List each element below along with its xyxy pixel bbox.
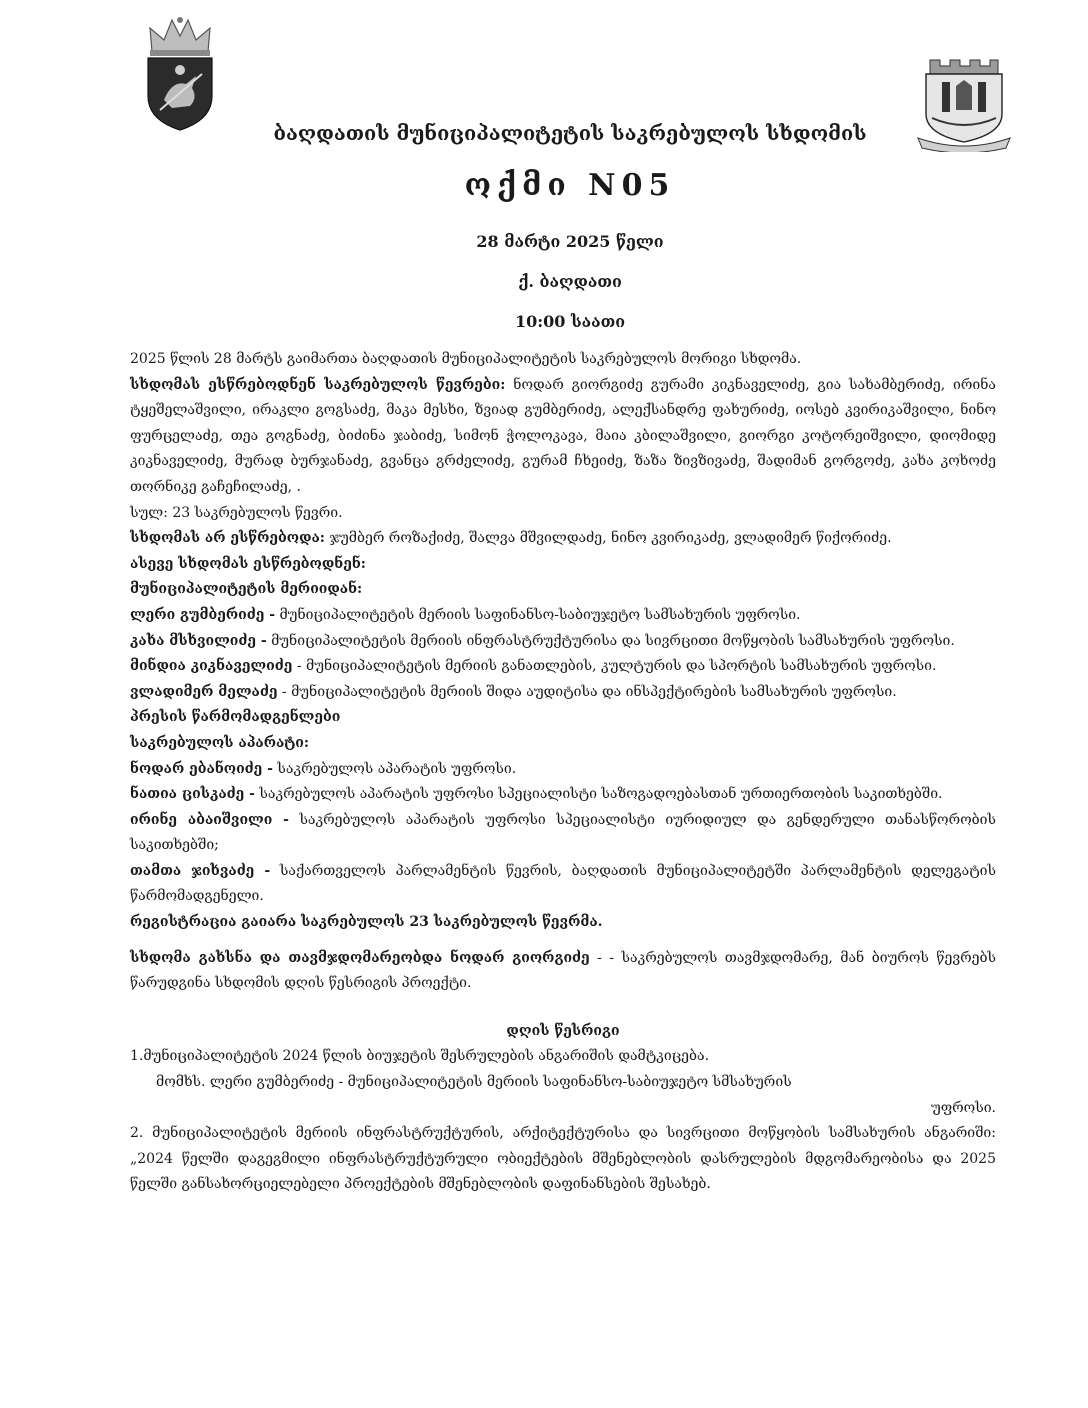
agenda-item-1-speaker-end: უფროსი. [930,1099,996,1116]
apparatus-member [130,757,996,783]
member-name: თამთა ჯიხვაძე - [130,862,271,879]
member-name: ნათია ცისკაძე - [130,786,255,803]
mayor-office-member [130,654,996,680]
registration-line: რეგისტრაცია გაიარა საკრებულოს 23 საკრებულოს წევრმა. [130,914,603,931]
document-title: ბაღდათის მუნიციპალიტეტის საკრებულოს სხდომის [273,121,867,145]
member-role: საკრებულოს აპარატის უფროსი სპეციალისტი საზოგადოებასთან ურთიერთობის საკითხებში. [259,786,943,803]
protocol-body [130,347,996,1198]
agenda-title: დღის წესრიგი [506,1022,620,1039]
member-name: კახა მსხვილიძე - [130,632,267,649]
apparatus-member [130,808,996,859]
press-label: პრესის წარმომადგენლები [130,709,341,726]
attendees-total: სულ: 23 საკრებულოს წევრი. [130,504,343,521]
agenda-item-2: 2. მუნიციპალიტეტის მერიის ინფრასტრუქტურის, არქიტექტურისა და სივრცითი მოწყობის სამსახურის ანგარიში: „2024 წელში დაგეგმილი ინფრასტრუქტურული ობიექტების მშენებლობის დასრულების მდგომარეობისა და 2025 წელში განსახორციელებელი პროექტების მშენებლობის დაფინანსების შესახებ. [130,1125,996,1193]
opening-bold: სხდომა გახსნა და თავმჯდომარეობდა ნოდარ გიორგიძე [130,949,590,966]
georgia-coat-of-arms-emblem [142,14,218,132]
member-role: საკრებულოს აპარატის უფროსი სპეციალისტი იურიდიულ და გენდერული თანასწორობის საკითხებში; [130,811,996,854]
meeting-city: ქ. ბაღდათი [518,272,622,291]
absent-label: სხდომას არ ესწრებოდა: [130,530,325,547]
opening-paragraph [130,946,996,997]
apparatus-member [130,782,996,808]
apparatus-member [130,859,996,910]
agenda-item-1-speaker: მომხს. ლერი გუმბერიძე - მუნიციპალიტეტის მერიის საფინანსო-საბიუჯეტო სმსახურის [156,1074,792,1091]
council-apparatus-label: საკრებულოს აპარატი: [130,734,310,751]
protocol-number: ოქმი N05 [464,168,676,203]
member-name: ვლადიმერ მელაძე [130,683,278,700]
member-name: მინდია კიკნაველიძე [130,658,293,675]
meeting-time: 10:00 საათი [514,312,626,331]
mayor-office-label: მუნიციპალიტეტის მერიიდან: [130,581,363,598]
mayor-office-member [130,603,996,629]
also-present-label: ასევე სხდომას ესწრებოდნენ: [130,555,366,572]
member-name: ნოდარ ებანოიძე - [130,760,273,777]
mayor-office-member [130,680,996,706]
attendees-label: სხდომას ესწრებოდნენ საკრებულოს წევრები: [130,376,506,393]
absent-names: ჯუმბერ როზაქიძე, შალვა მშვილდაძე, ნინო კვირიკაძე, ვლადიმერ წიქორიძე. [329,530,892,547]
attendees-paragraph [130,373,996,501]
mayor-office-member [130,629,996,655]
member-role: საკრებულოს აპარატის უფროსი. [277,760,517,777]
intro-paragraph: 2025 წლის 28 მარტს გაიმართა ბაღდათის მუნიციპალიტეტის საკრებულოს მორიგი სხდომა. [130,351,802,367]
meeting-date: 28 მარტი 2025 წელი [476,232,664,251]
member-name: ლერი გუმბერიძე - [130,606,276,623]
member-role: მუნიციპალიტეტის მერიის საფინანსო-საბიუჯეტო სამსახურის უფროსი. [279,606,801,623]
absent-paragraph [130,526,996,552]
attendees-names: ნოდარ გიორგიძე გურამი კიკნაველიძე, გია სახამბერიძე, ირინა ტყეშელაშვილი, ირაკლი გოგსაძე, მაკა მესხი, ზვიად გუმბერიძე, ალექსანდრე ფახურიძე, იოსებ კვირიკაშვილი, ნინო ფურცელაძე, თეა გოგნაძე, ბიძინა ჯაბიძე, სიმონ ჭოლოკავა, მაია კბილაშვილი, გიორგი კოტორეიშვილი, დიომიდე კიკნაველიძე, მურად ბურჯანაძე, გვანცა გრძელიძე, გურამ ჩხეიძე, ზაზა ზივზივაძე, შადიმან გორგოძე, კახა კოხოძე თორნიკე გაჩეჩილაძე, . [130,376,996,495]
opening-rest: - - საკრებულოს თავმჯდომარე, მან ბიუროს წევრებს წარუდგინა სხდომის დღის წესრიგის პროექტი. [130,949,997,992]
member-role: - მუნიციპალიტეტის მერიის განათლების, კულტურის და სპორტის სამსახურის უფროსი. [296,658,937,675]
agenda-item-1: 1.მუნიციპალიტეტის 2024 წლის ბიუჯეტის შესრულების ანგარიშის დამტკიცება. [130,1048,710,1065]
member-name: ირინე აბაიშვილი - [130,811,289,828]
member-role: - მუნიციპალიტეტის მერიის შიდა აუდიტისა და ინსპექტირების სამსახურის უფროსი. [281,683,897,700]
member-role: საქართველოს პარლამენტის წევრის, ბაღდათის მუნიციპალიტეტში პარლამენტის დელეგატის წარმომადგენელი. [130,862,997,905]
member-role: მუნიციპალიტეტის მერიის ინფრასტრუქტურისა და სივრცითი მოწყობის სამსახურის უფროსი. [271,632,955,649]
